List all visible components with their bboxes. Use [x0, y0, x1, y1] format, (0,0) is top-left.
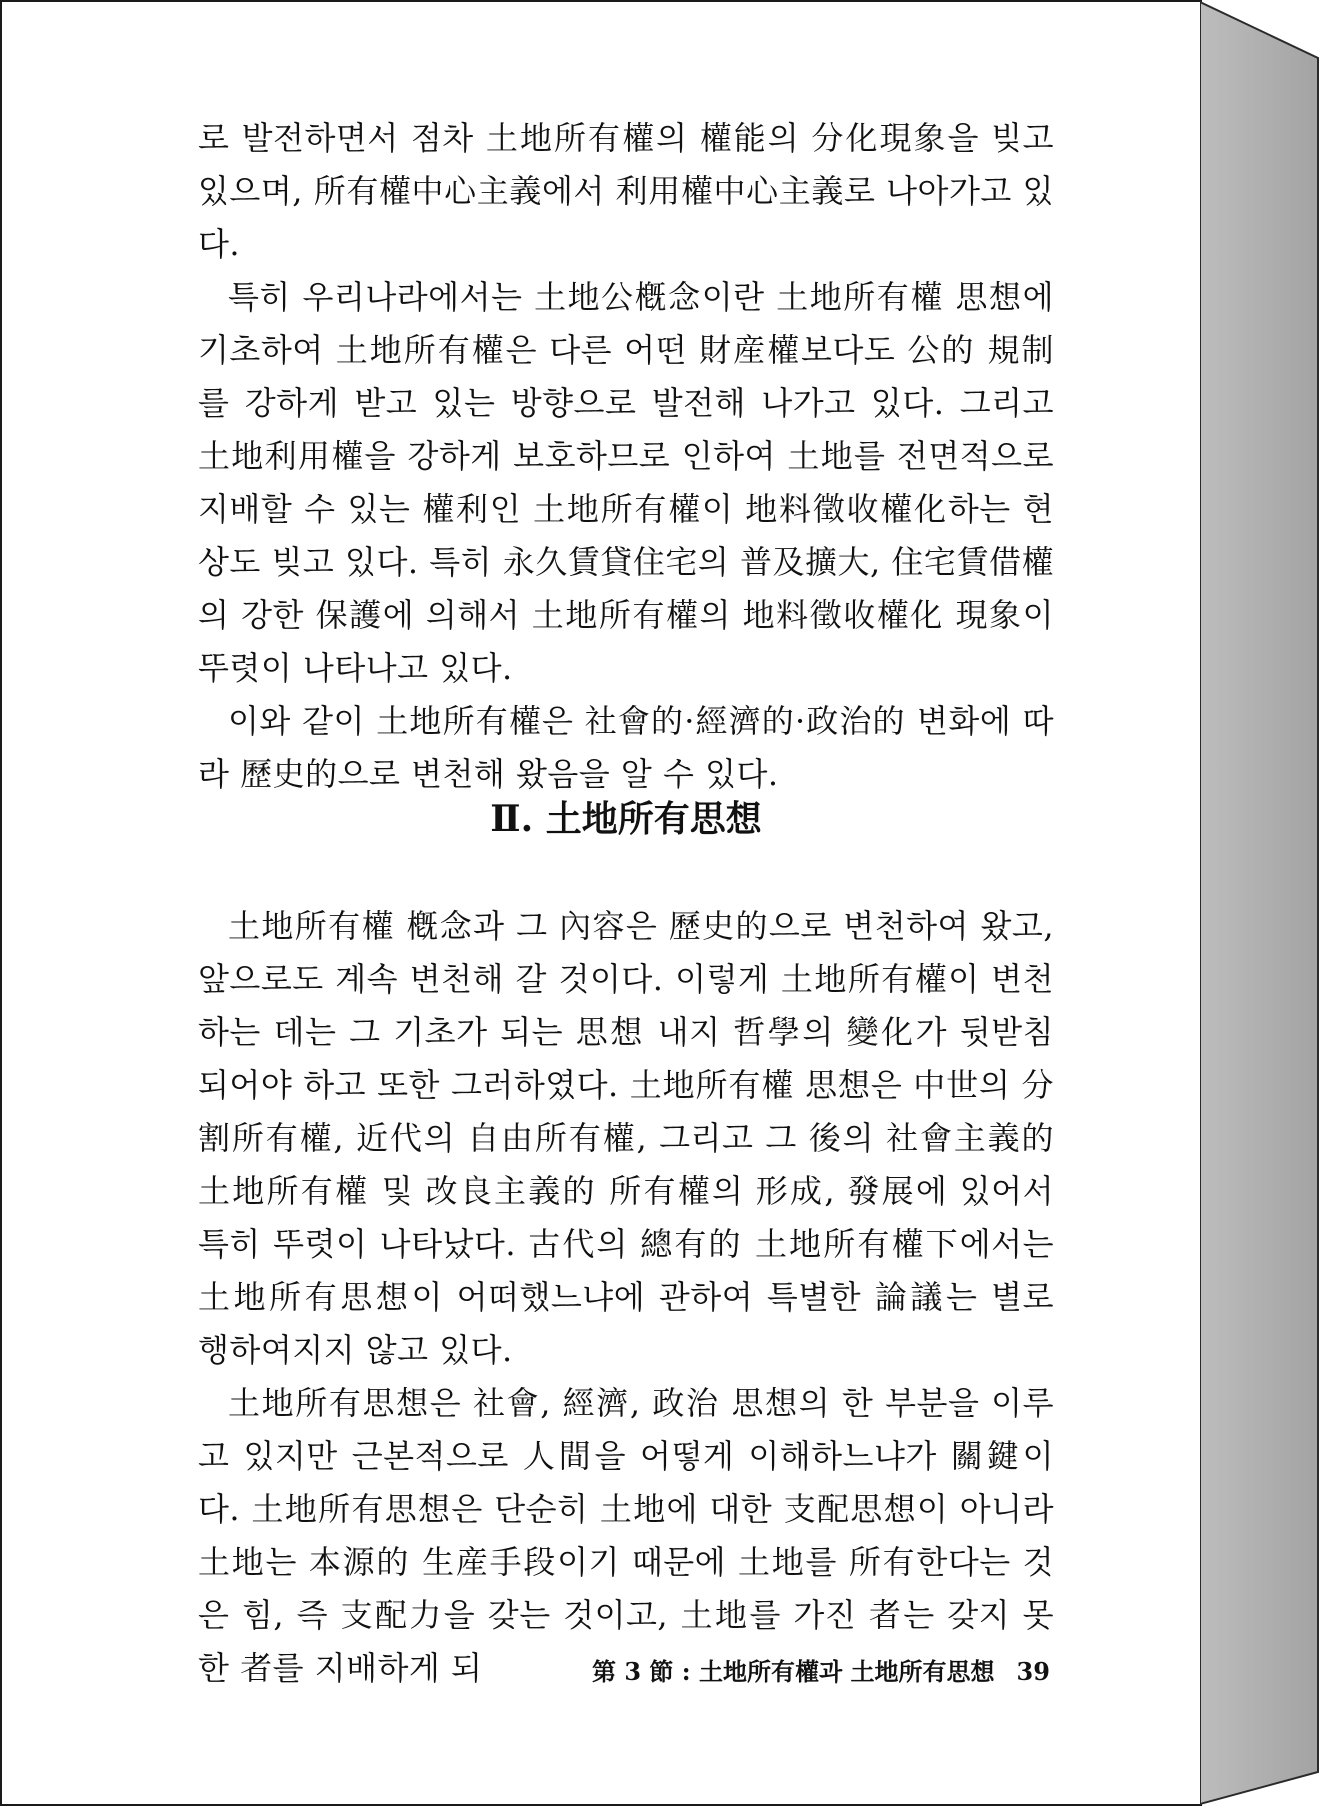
paragraph: 이와 같이 土地所有權은 社會的·經濟的·政治的 변화에 따라 歷史的으로 변천해 왔음을 알 수 있다.: [198, 702, 1054, 793]
page-number: 39: [1016, 1657, 1050, 1686]
section1-text: [198, 112, 1054, 801]
section-heading: Ⅱ. 土地所有思想: [490, 798, 762, 840]
page-footer: [592, 1654, 1050, 1690]
paragraph: 土地所有思想은 社會, 經濟, 政治 思想의 한 부분을 이루고 있지만 근본적으로 人間을 어떻게 이해하느냐가 關鍵이다. 土地所有思想은 단순히 土地에 대한 支配思想이 아니라 土地는 本源的 生産手段이기 때문에 土地를 所有한다는 것은 힘, 즉 支配力을 갖는 것이고, 土地를 가진 者는 갖지 못한 者를 지배하게 되: [198, 1384, 1054, 1687]
paragraph: 특히 우리나라에서는 土地公槪念이란 土地所有權 思想에 기초하여 土地所有權은 다른 어떤 財産權보다도 公的 規制를 강하게 받고 있는 방향으로 발전해 나가고 있다. 그리고 土地利用權을 강하게 보호하므로 인하여 土地를 전면적으로 지배할 수 있는 權利인 土地所有權이 地料徵收權化하는 현상도 빚고 있다. 특히 永久賃貸住宅의 普及擴大, 住宅賃借權의 강한 保護에 의해서 土地所有權의 地料徵收權化 現象이 뚜렷이 나타나고 있다.: [198, 278, 1054, 687]
section2-text: [198, 900, 1054, 1695]
running-head: 第 3 節 : 土地所有權과 土地所有思想: [592, 1657, 995, 1686]
paragraph: 土地所有權 槪念과 그 內容은 歷史的으로 변천하여 왔고, 앞으로도 계속 변천해 갈 것이다. 이렇게 土地所有權이 변천하는 데는 그 기초가 되는 思想 내지 哲學의 變化가 뒷받침되어야 하고 또한 그러하였다. 土地所有權 思想은 中世의 分割所有權, 近代의 自由所有權, 그리고 그 後의 社會主義的 土地所有權 및 改良主義的 所有權의 形成, 發展에 있어서 특히 뚜렷이 나타났다. 古代의 總有的 土地所有權下에서는 土地所有思想이 어떠했느냐에 관하여 특별한 論議는 별로 행하여지지 않고 있다.: [198, 907, 1054, 1369]
paragraph-continued: 로 발전하면서 점차 土地所有權의 權能의 分化現象을 빚고 있으며, 所有權中心主義에서 利用權中心主義로 나아가고 있다.: [198, 119, 1054, 263]
page-stack-edge: [1200, 0, 1322, 1806]
page-stack-shape: [1200, 0, 1322, 1806]
